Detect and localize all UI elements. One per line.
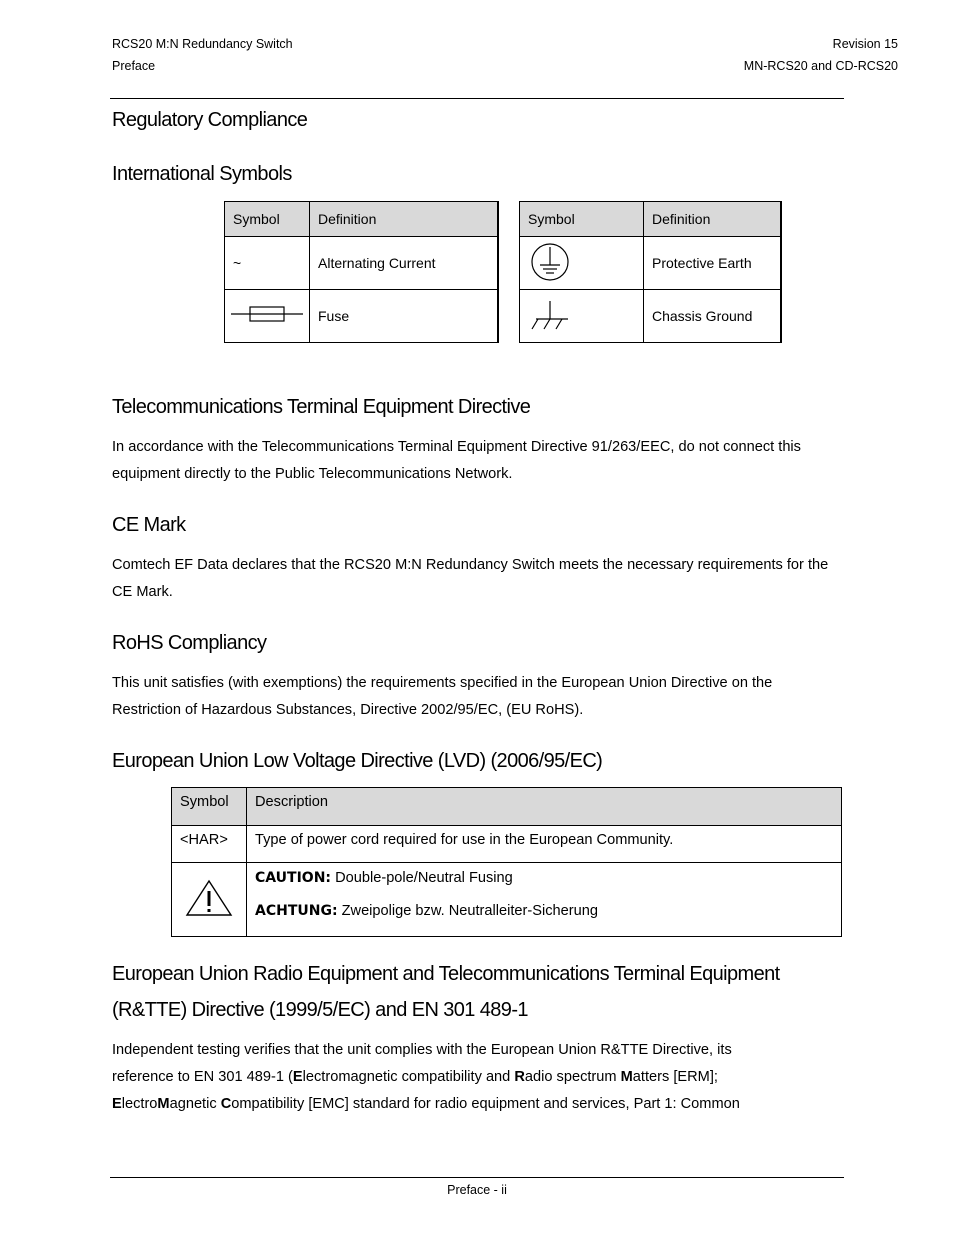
heading-tte: Telecommunications Terminal Equipment Directive — [112, 396, 531, 418]
rtte-text: agnetic — [169, 1096, 221, 1112]
header-doc-number: MN-RCS20 and CD-RCS20 — [743, 59, 898, 73]
symbols-table-left — [224, 201, 499, 343]
fuse-icon — [225, 300, 309, 330]
heading-regulatory-compliance: Regulatory Compliance — [112, 109, 308, 131]
warning-triangle-icon — [184, 878, 234, 918]
heading-rtte-line1: European Union Radio Equipment and Telecommunications Terminal Equipment — [112, 963, 780, 985]
achtung-text: Zweipolige bzw. Neutralleiter-Sicherung — [337, 903, 598, 919]
chassis-ground-icon — [526, 295, 572, 335]
protective-earth-icon — [530, 241, 570, 283]
header-revision: Revision 15 — [832, 37, 898, 51]
footer-page-number: Preface - ii — [447, 1183, 507, 1197]
fuse-symbol-cell — [225, 290, 310, 343]
rtte-line-1: Independent testing verifies that the unit complies with the European Union R&TTE Directive, its — [112, 1042, 732, 1058]
lvd-col-symbol: Symbol — [172, 788, 247, 826]
col-symbol-header: Symbol — [520, 202, 644, 237]
har-description: Type of power cord required for use in the European Community. — [247, 826, 842, 863]
rtte-line-2 — [112, 1064, 842, 1091]
rtte-text: adio spectrum — [524, 1069, 621, 1085]
fuse-definition: Fuse — [310, 290, 499, 343]
lvd-table — [171, 787, 842, 937]
rtte-text: lectro — [121, 1096, 158, 1112]
rohs-body: This unit satisfies (with exemptions) the requirements specified in the European Union Directive on the Restriction of Hazardous Substances, Directive 2002/95/EC, (EU RoHS). — [112, 675, 773, 718]
caution-text: Double-pole/Neutral Fusing — [331, 870, 513, 886]
caution-symbol-cell — [172, 863, 247, 937]
tte-body: In accordance with the Telecommunications Terminal Equipment Directive 91/263/EEC, do not connect this equipment directly to the Public Telecommunications Network. — [112, 439, 801, 482]
rtte-bold-letter: E — [112, 1096, 122, 1112]
ac-symbol: ~ — [225, 237, 310, 290]
achtung-label: ACHTUNG: — [255, 903, 338, 919]
rtte-text: lectromagnetic compatibility and — [302, 1069, 515, 1085]
col-definition-header: Definition — [644, 202, 782, 237]
rtte-bold-letter: C — [220, 1096, 232, 1112]
chassis-ground-symbol-cell — [520, 290, 644, 343]
rtte-text: atters [ERM]; — [632, 1069, 718, 1085]
rtte-bold-letter: R — [514, 1069, 525, 1085]
heading-ce-mark: CE Mark — [112, 514, 186, 536]
heading-lvd: European Union Low Voltage Directive (LVD) (2006/95/EC) — [112, 750, 603, 772]
header-doc-title: RCS20 M:N Redundancy Switch — [112, 37, 293, 51]
col-definition-header: Definition — [310, 202, 499, 237]
ac-definition: Alternating Current — [310, 237, 499, 290]
rtte-body — [112, 1037, 842, 1118]
heading-international-symbols: International Symbols — [112, 163, 292, 185]
lvd-col-description: Description — [247, 788, 842, 826]
ce-body: Comtech EF Data declares that the RCS20 M:N Redundancy Switch meets the necessary requirements for the CE Mark. — [112, 557, 829, 600]
rtte-bold-letter: M — [157, 1096, 170, 1112]
rtte-text: reference to EN 301 489-1 ( — [112, 1069, 293, 1085]
heading-rohs: RoHS Compliancy — [112, 632, 267, 654]
protective-earth-symbol-cell — [520, 237, 644, 290]
chassis-ground-definition: Chassis Ground — [644, 290, 782, 343]
header-rule — [110, 98, 844, 99]
footer-rule — [110, 1177, 844, 1178]
rtte-bold-letter: M — [620, 1069, 633, 1085]
symbols-table-right — [519, 201, 782, 343]
protective-earth-definition: Protective Earth — [644, 237, 782, 290]
rtte-line-3 — [112, 1091, 842, 1118]
heading-rtte-line2: (R&TTE) Directive (1999/5/EC) and EN 301 489-1 — [112, 999, 528, 1021]
header-section: Preface — [112, 59, 156, 73]
rtte-text: ompatibility [EMC] standard for radio equipment and services, Part 1: Common — [231, 1096, 740, 1112]
col-symbol-header: Symbol — [225, 202, 310, 237]
caution-description — [247, 863, 842, 937]
har-symbol: <HAR> — [172, 826, 247, 863]
caution-label: CAUTION: — [255, 870, 332, 886]
rtte-bold-letter: E — [292, 1069, 303, 1085]
